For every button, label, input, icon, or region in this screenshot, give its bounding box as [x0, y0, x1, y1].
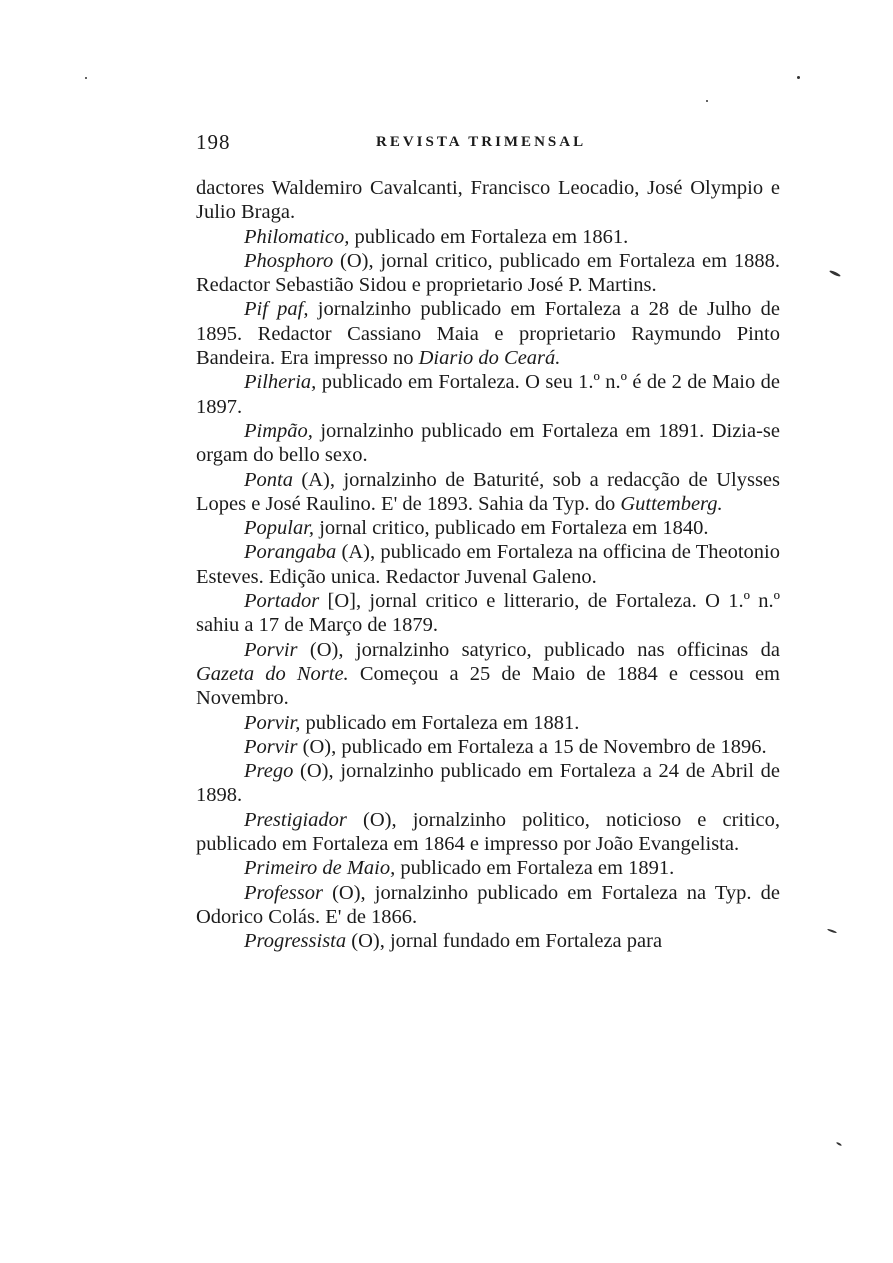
- entry-text-secondary: Começou a 25 de Maio de 1884 e cessou em Novembro.: [196, 662, 780, 710]
- entry-title: Professor: [244, 881, 323, 904]
- entry-text: jornal critico, publicado em Fortaleza em 1840.: [314, 517, 709, 540]
- page-header: [196, 130, 782, 160]
- entry-text: (O), jornalzinho publicado em Fortaleza a 24 de Abril de 1898.: [196, 760, 780, 807]
- entry-text: (O), jornalzinho satyrico, publicado nas officinas da: [297, 638, 780, 661]
- entry-title: Phosphoro: [244, 249, 334, 272]
- entry-phosphoro: [196, 249, 780, 298]
- scan-speck: [836, 1142, 842, 1147]
- entry-text: (O), jornal fundado em Fortaleza para: [346, 930, 663, 953]
- entry-text: (A), jornalzinho de Baturité, sob a redacção de Ulysses Lopes e José Raulino. E' de 1893. Sahia da Typ. do: [196, 468, 780, 515]
- scan-speck: [85, 77, 87, 79]
- entry-philomatico: [196, 225, 780, 249]
- scan-speck: [706, 100, 708, 102]
- scan-speck: [829, 270, 841, 278]
- scan-speck: [797, 76, 800, 79]
- entry-title: Progressista: [244, 930, 347, 953]
- entry-title: Porvir: [244, 735, 298, 758]
- entry-title: Primeiro de Maio,: [244, 857, 396, 880]
- entry-text: (O), jornalzinho publicado em Fortaleza na Typ. de Odorico Colás. E' de 1866.: [196, 881, 780, 928]
- scan-speck: [827, 928, 837, 933]
- entry-title: Pilheria,: [244, 371, 317, 394]
- entry-text: [O], jornal critico e litterario, de Fortaleza. O 1.º n.º sahiu a 17 de Março de 1879.: [196, 590, 780, 637]
- entry-text: jornalzinho publicado em Fortaleza a 28 de Julho de 1895. Redactor Cassiano Maia e proprietario Raymundo Pinto Bandeira. Era impresso no: [196, 298, 781, 370]
- entry-pimpao: [196, 419, 780, 468]
- entry-text: (O), jornalzinho politico, noticioso e critico, publicado em Fortaleza em 1864 e impresso por João Evangelista.: [196, 808, 780, 856]
- entry-porvir-1884: [196, 638, 780, 711]
- entry-popular: [196, 516, 780, 540]
- entry-title-secondary: Guttemberg.: [620, 492, 723, 515]
- entry-ponta: [196, 468, 780, 517]
- entry-text: publicado em Fortaleza em 1891.: [395, 857, 675, 880]
- entry-text: jornalzinho publicado em Fortaleza em 1891. Dizia-se orgam do bello sexo.: [196, 419, 780, 467]
- entry-text: (O), publicado em Fortaleza a 15 de Novembro de 1896.: [297, 735, 767, 758]
- entry-title: Pif paf,: [244, 298, 309, 321]
- entry-title: Porvir: [244, 638, 298, 661]
- entry-title: Pimpão,: [244, 419, 313, 442]
- entry-title: Porangaba: [244, 541, 337, 564]
- page-number: 198: [196, 130, 231, 154]
- paragraph-text: dactores Waldemiro Cavalcanti, Francisco Leocadio, José Olympio e Julio Braga.: [196, 177, 780, 224]
- entry-title: Portador: [244, 590, 320, 613]
- entry-primeiro-de-maio: [196, 856, 780, 880]
- paragraph-continuation: [196, 176, 780, 225]
- entry-pilheria: [196, 370, 780, 419]
- running-title: REVISTA TRIMENSAL: [376, 134, 587, 150]
- entry-title: Philomatico,: [244, 225, 350, 248]
- entry-porvir-1896: [196, 735, 780, 759]
- entry-prestigiador: [196, 808, 780, 857]
- entry-text: (A), publicado em Fortaleza na officina de Theotonio Esteves. Edição unica. Redactor Juvenal Galeno.: [196, 541, 780, 588]
- entry-title-secondary: Diario do Ceará.: [418, 347, 561, 370]
- entry-title: Porvir,: [244, 711, 301, 734]
- entry-text: publicado em Fortaleza. O seu 1.º n.º é de 2 de Maio de 1897.: [196, 371, 780, 418]
- entry-title: Ponta: [244, 468, 293, 491]
- entry-text: publicado em Fortaleza em 1861.: [349, 225, 629, 248]
- entry-title: Prego: [244, 760, 294, 783]
- entry-porvir-1881: [196, 711, 780, 735]
- entry-prego: [196, 759, 780, 808]
- entry-text: publicado em Fortaleza em 1881.: [300, 711, 580, 734]
- entry-title: Prestigiador: [244, 808, 347, 831]
- entry-professor: [196, 881, 780, 930]
- entry-pif-paf: [196, 297, 780, 370]
- entry-progressista: [196, 929, 780, 953]
- entry-title-secondary: Gazeta do Norte.: [196, 662, 349, 685]
- entry-title: Popular,: [244, 517, 315, 540]
- entry-text: (O), jornal critico, publicado em Fortaleza em 1888. Redactor Sebastião Sidou e proprietario José P. Martins.: [196, 249, 780, 297]
- entry-porangaba: [196, 540, 780, 589]
- entry-portador: [196, 589, 780, 638]
- body-text: [196, 176, 780, 954]
